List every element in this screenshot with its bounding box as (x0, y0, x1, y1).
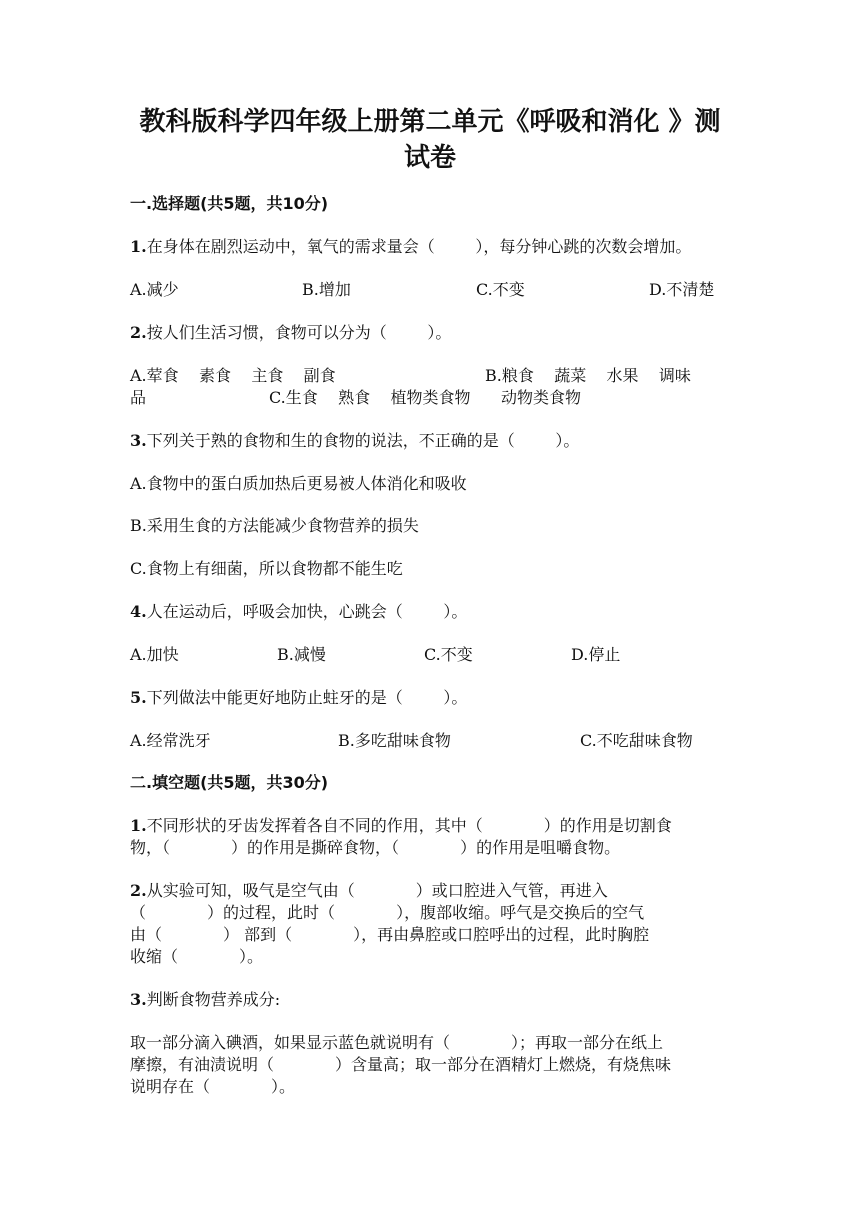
question-number: 4. (130, 602, 147, 621)
option-c: C.不变 (424, 645, 473, 664)
option-c: C.食物上有细菌，所以食物都不能生吃 (130, 559, 403, 578)
fill-question-3-paragraph-line-1: 取一部分滴入碘酒，如果显示蓝色就说明有（ ）；再取一部分在纸上 (130, 1033, 664, 1052)
fill-question-3-paragraph-line-3: 说明存在（ ）。 (130, 1077, 296, 1096)
section-heading-fill: 二.填空题(共5题，共30分) (130, 773, 329, 792)
section-heading-choice: 一.选择题(共5题，共10分) (130, 194, 329, 213)
fill-question-2-line-4: 收缩（ ）。 (130, 947, 264, 966)
option-c: C.生食 熟食 植物类食物 动物类食物 (269, 388, 581, 407)
option-a: A.加快 (130, 645, 179, 664)
fill-question-1-line-1 (130, 814, 730, 837)
question-1 (130, 235, 730, 258)
question-text: 不同形状的牙齿发挥着各自不同的作用，其中（ ）的作用是切割食 (146, 816, 672, 835)
question-number: 2. (130, 881, 147, 900)
option-b: B.增加 (302, 280, 351, 299)
question-3 (130, 429, 730, 452)
question-4 (130, 600, 730, 623)
fill-question-2-line-3: 由（ ） 部到（ ），再由鼻腔或口腔呼出的过程，此时胸腔 (130, 925, 650, 944)
question-text: 从实验可知，吸气是空气由（ ）或口腔进入气管，再进入 (146, 881, 608, 900)
question-number: 3. (130, 431, 147, 450)
question-text: 在身体在剧烈运动中，氧气的需求量会（ ），每分钟心跳的次数会增加。 (146, 237, 692, 256)
question-text: 人在运动后，呼吸会加快，心跳会（ ）。 (146, 602, 468, 621)
option-d: D.停止 (571, 645, 621, 664)
option-b-continued: 品 (130, 388, 147, 407)
fill-question-2-line-2: （ ）的过程，此时（ ），腹部收缩。呼气是交换后的空气 (130, 903, 645, 922)
question-5 (130, 686, 730, 709)
option-a: A.减少 (130, 280, 179, 299)
option-d: D.不清楚 (649, 280, 715, 299)
question-4-options (130, 643, 730, 666)
option-c: C.不吃甜味食物 (580, 731, 693, 750)
question-5-options (130, 729, 730, 752)
question-text: 下列做法中能更好地防止蛀牙的是（ ）。 (146, 688, 468, 707)
question-text: 判断食物营养成分: (146, 990, 281, 1009)
fill-question-3 (130, 988, 730, 1011)
question-number: 2. (130, 323, 147, 342)
option-a: A.食物中的蛋白质加热后更易被人体消化和吸收 (130, 474, 467, 493)
question-text: 按人们生活习惯，食物可以分为（ ）。 (146, 323, 452, 342)
option-b: B.粮食 蔬菜 水果 调味 (485, 366, 691, 385)
question-2-options-row-2 (130, 386, 730, 409)
option-a: A.荤食 素食 主食 副食 (130, 366, 336, 385)
option-a: A.经常洗牙 (130, 731, 211, 750)
title-line-1: 教科版科学四年级上册第二单元《呼吸和消化 》测 (139, 107, 721, 137)
question-number: 1. (130, 237, 147, 256)
option-c: C.不变 (476, 280, 525, 299)
option-b: B.多吃甜味食物 (338, 731, 451, 750)
question-number: 5. (130, 688, 147, 707)
question-2 (130, 321, 730, 344)
page-title (110, 104, 750, 176)
title-line-2: 试卷 (403, 143, 456, 173)
question-text: 下列关于熟的食物和生的食物的说法，不正确的是（ ）。 (146, 431, 580, 450)
question-1-options (130, 278, 730, 301)
option-b: B.采用生食的方法能减少食物营养的损失 (130, 516, 419, 535)
fill-question-1-line-2: 物，（ ）的作用是撕碎食物，（ ）的作用是咀嚼食物。 (130, 838, 621, 857)
question-number: 3. (130, 990, 147, 1009)
option-b: B.减慢 (277, 645, 326, 664)
fill-question-3-paragraph-line-2: 摩擦，有油渍说明（ ）含量高；取一部分在酒精灯上燃烧，有烧焦味 (130, 1055, 672, 1074)
fill-question-2-line-1 (130, 879, 730, 902)
question-2-options-row-1 (130, 364, 730, 387)
question-number: 1. (130, 816, 147, 835)
